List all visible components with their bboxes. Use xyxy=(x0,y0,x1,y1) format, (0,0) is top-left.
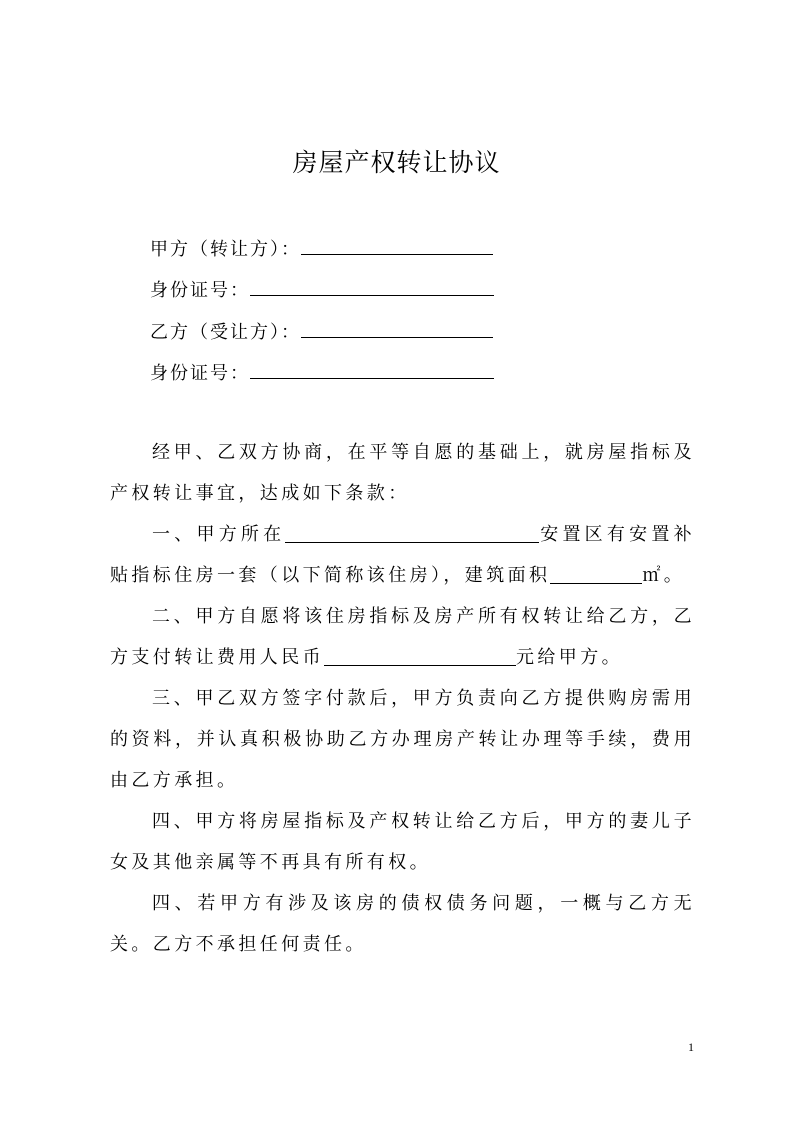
clause-4-paragraph: 四、甲方将房屋指标及产权转让给乙方后，甲方的妻儿子女及其他亲属等不再具有所有权。 xyxy=(110,811,695,873)
price-blank xyxy=(324,647,516,666)
clause-1-before: 一、甲方所在 xyxy=(152,524,286,545)
document-title: 房屋产权转让协议 xyxy=(292,148,501,177)
party-a-id-blank xyxy=(250,278,494,296)
party-b-id-field xyxy=(150,359,494,385)
party-b-blank xyxy=(301,320,493,338)
clause-1-unit: ㎡。 xyxy=(642,565,686,586)
clause-2-before: 二、甲方自愿将该住房指标及房产所有权转让给乙方，乙方支付转让费用人民币 xyxy=(110,606,695,668)
page-number: 1 xyxy=(688,1040,694,1054)
party-a-blank xyxy=(301,237,493,255)
agreement-body xyxy=(110,432,695,965)
party-a-field xyxy=(150,235,493,261)
party-a-id-label: 身份证号： xyxy=(150,280,250,301)
party-b-field xyxy=(150,318,493,344)
clause-5-paragraph: 四、若甲方有涉及该房的债权债务问题，一概与乙方无关。乙方不承担任何责任。 xyxy=(110,893,695,955)
party-a-id-field xyxy=(150,276,494,302)
clause-1-middle: 安置区有安置补贴指标住房一套（以下简称该住房），建筑面积 xyxy=(110,524,695,586)
location-blank xyxy=(285,524,539,543)
intro-paragraph: 经甲、乙双方协商，在平等自愿的基础上，就房屋指标及产权转让事宜，达成如下条款： xyxy=(110,442,695,504)
area-blank xyxy=(550,565,642,584)
party-a-label: 甲方（转让方）： xyxy=(150,239,301,260)
clause-2-after: 元给甲方。 xyxy=(516,647,623,668)
clause-2-paragraph xyxy=(110,596,695,678)
party-b-id-label: 身份证号： xyxy=(150,363,250,384)
clause-3-paragraph: 三、甲乙双方签字付款后，甲方负责向乙方提供购房需用的资料，并认真积极协助乙方办理房产转让办理等手续，费用由乙方承担。 xyxy=(110,688,695,791)
party-b-id-blank xyxy=(250,361,494,379)
clause-1-paragraph xyxy=(110,514,695,596)
party-b-label: 乙方（受让方）： xyxy=(150,322,301,343)
